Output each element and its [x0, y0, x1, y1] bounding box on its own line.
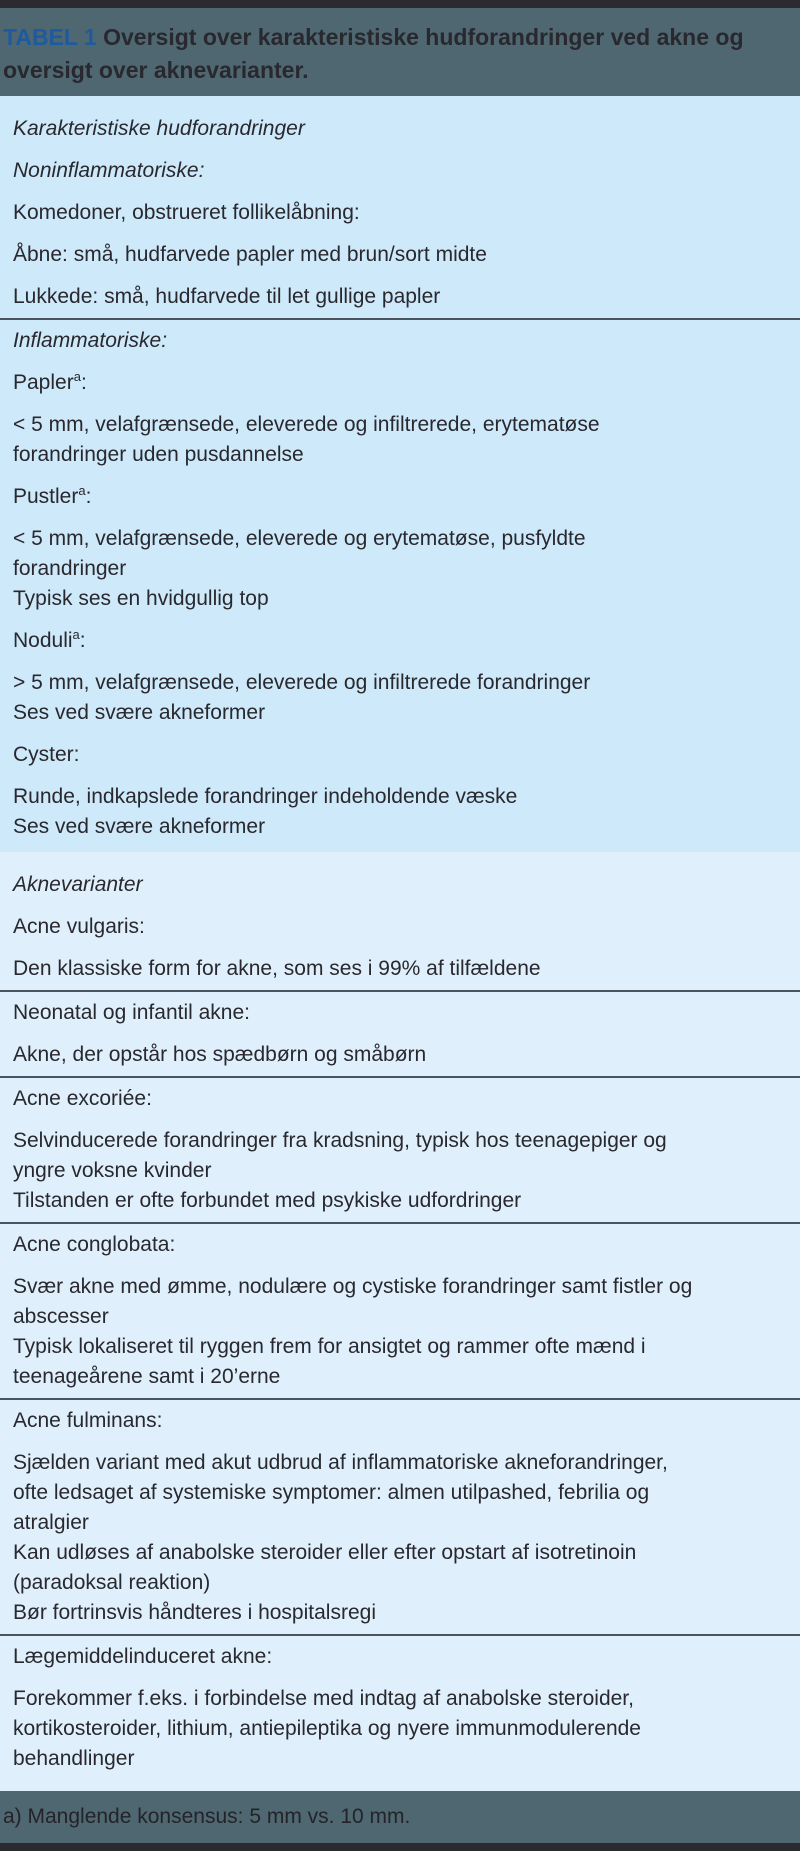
table-row	[0, 992, 800, 1034]
row-line: Noduli$^a$:	[13, 627, 86, 652]
row-line: Lægemiddelinduceret akne:	[13, 1645, 273, 1668]
table-header	[0, 8, 800, 96]
footnote-bar	[0, 1791, 800, 1843]
row-line: < 5 mm, velafgrænsede, eleverede og infiltrerede, erytematøse	[13, 413, 600, 436]
row-line: Karakteristiske hudforandringer	[13, 117, 305, 140]
table-row	[0, 234, 800, 276]
row-line: Selvinducerede forandringer fra kradsning, typisk hos teenagepiger og	[13, 1129, 667, 1152]
table-row	[0, 150, 800, 192]
footnote-marker: a	[78, 483, 86, 498]
row-line: Bør fortrinsvis håndteres i hospitalsregi	[13, 1601, 376, 1624]
row-line: abscesser	[13, 1305, 109, 1328]
top-accent-bar	[0, 0, 800, 8]
footnote-text: a) Manglende konsensus: 5 mm vs. 10 mm.	[3, 1805, 411, 1828]
table-row	[0, 1120, 800, 1222]
row-line: Aknevarianter	[13, 873, 143, 896]
table-row	[0, 362, 800, 404]
row-line: Papler$^a$:	[13, 369, 87, 394]
table-row	[0, 1636, 800, 1678]
table-row	[0, 864, 800, 906]
bottom-accent-bar	[0, 1843, 800, 1851]
row-line: Neonatal og infantil akne:	[13, 1001, 250, 1024]
row-line: (paradoksal reaktion)	[13, 1571, 211, 1594]
row-line: Acne excoriée:	[13, 1087, 152, 1110]
row-line: Forekommer f.eks. i forbindelse med indtag af anabolske steroider,	[13, 1687, 634, 1710]
row-line: Acne fulminans:	[13, 1409, 163, 1432]
section-aknevarianter	[0, 852, 800, 1791]
row-line: teenageårene samt i 20’erne	[13, 1365, 281, 1388]
row-line: Ses ved svære akneformer	[13, 701, 266, 724]
row-line: Noninflammatoriske:	[13, 159, 205, 182]
row-line: ofte ledsaget af systemiske symptomer: almen utilpashed, febrilia og	[13, 1481, 650, 1504]
table-row	[0, 1078, 800, 1120]
table-row	[0, 1034, 800, 1076]
table-row	[0, 108, 800, 150]
table-row	[0, 1400, 800, 1442]
row-line: Pustler$^a$:	[13, 483, 92, 508]
row-line: > 5 mm, velafgrænsede, eleverede og infiltrerede forandringer	[13, 671, 591, 694]
table-row	[0, 1442, 800, 1634]
row-line: Runde, indkapslede forandringer indeholdende væske	[13, 785, 518, 808]
row-line: behandlinger	[13, 1747, 135, 1770]
row-line: kortikosteroider, lithium, antiepileptika og nyere immunmodulerende	[13, 1717, 641, 1740]
row-line: atralgier	[13, 1511, 89, 1534]
table-row	[0, 734, 800, 776]
row-line: Acne conglobata:	[13, 1233, 176, 1256]
table-row	[0, 620, 800, 662]
table-label: TABEL 1	[3, 24, 97, 50]
row-line: Sjælden variant med akut udbrud af inflammatoriske akneforandringer,	[13, 1451, 668, 1474]
table-row	[0, 906, 800, 948]
row-line: Acne vulgaris:	[13, 915, 145, 938]
table-row	[0, 1224, 800, 1266]
table-row	[0, 404, 800, 476]
row-line: Akne, der opstår hos spædbørn og småbørn	[13, 1043, 427, 1066]
row-line: Svær akne med ømme, nodulære og cystiske forandringer samt fistler og	[13, 1275, 693, 1298]
row-line: Typisk lokaliseret til ryggen frem for ansigtet og rammer ofte mænd i	[13, 1335, 646, 1358]
row-line: < 5 mm, velafgrænsede, eleverede og erytematøse, pusfyldte	[13, 527, 586, 550]
table-row	[0, 948, 800, 990]
row-line: Ses ved svære akneformer	[13, 815, 266, 838]
row-line: forandringer uden pusdannelse	[13, 443, 304, 466]
row-line: Komedoner, obstrueret follikelåbning:	[13, 201, 360, 224]
row-line: Tilstanden er ofte forbundet med psykiske udfordringer	[13, 1189, 522, 1212]
row-line: Åbne: små, hudfarvede papler med brun/sort midte	[13, 243, 487, 266]
table-row	[0, 1678, 800, 1780]
table-row	[0, 192, 800, 234]
table-row	[0, 662, 800, 734]
section-karakteristiske-hudforandringer	[0, 96, 800, 852]
row-line: Lukkede: små, hudfarvede til let gullige papler	[13, 285, 441, 308]
table-title: Oversigt over karakteristiske hudforandringer ved akne og oversigt over aknevarianter.	[3, 24, 744, 83]
row-line: Cyster:	[13, 743, 80, 766]
row-line: yngre voksne kvinder	[13, 1159, 212, 1182]
table-row	[0, 476, 800, 518]
table-row	[0, 518, 800, 620]
footnote-marker: a	[73, 369, 81, 384]
row-line: Den klassiske form for akne, som ses i 99% af tilfældene	[13, 957, 541, 980]
table-row	[0, 320, 800, 362]
footnote-marker: a	[72, 627, 80, 642]
row-line: forandringer	[13, 557, 127, 580]
row-line: Inflammatoriske:	[13, 329, 168, 352]
table-row	[0, 1266, 800, 1398]
row-line: Kan udløses af anabolske steroider eller efter opstart af isotretinoin	[13, 1541, 637, 1564]
table-row	[0, 276, 800, 318]
table-row	[0, 776, 800, 848]
row-line: Typisk ses en hvidgullig top	[13, 587, 269, 610]
